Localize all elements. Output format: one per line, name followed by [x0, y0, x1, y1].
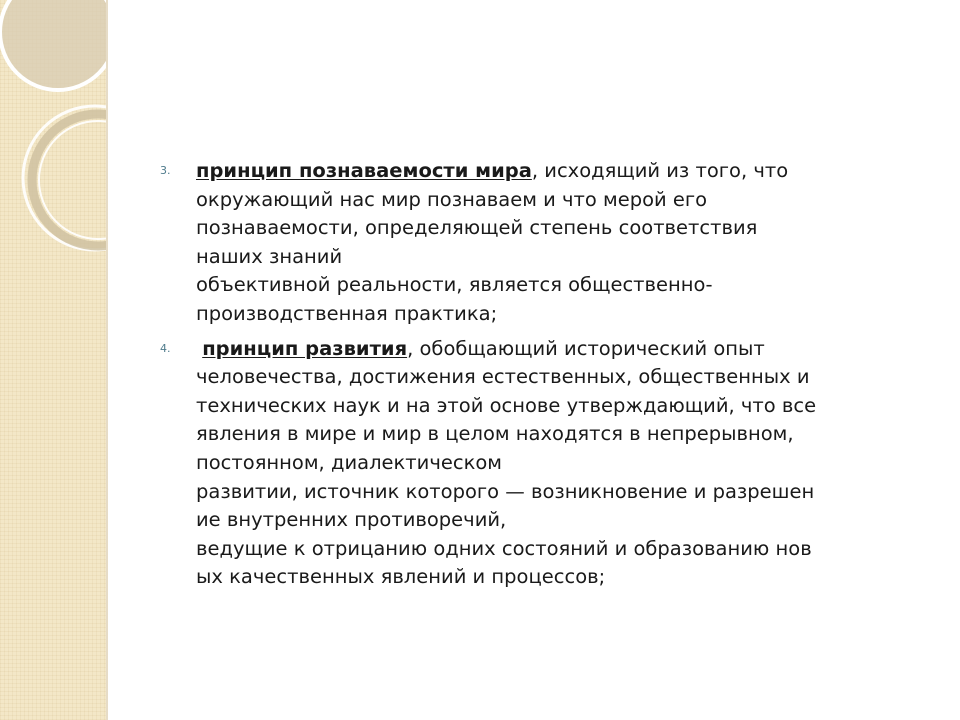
- side-band-divider: [106, 0, 108, 720]
- list-item-text: [196, 157, 948, 329]
- list-item-text: [196, 335, 948, 592]
- list-item: [160, 335, 950, 592]
- slide-content: [160, 157, 950, 598]
- list-item-number: 4.: [160, 341, 171, 355]
- principle-description: , обобщающий исторический опыт человечества, достижения естественных, общественных и технических наук и на этой основе утверждающий, что все явления в мире и мир в целом находятся в непрерывном, постоянном, диалектическом развитии, источник которого — возникновение и разрешен ие внутренних противоречий, ведущие к отрицанию одних состояний и образованию нов ых качественных явлений и процессов;: [196, 336, 817, 589]
- decorative-side-band: [0, 0, 106, 720]
- decorative-circles-icon: [0, 0, 106, 720]
- list-item-number: 3.: [160, 164, 171, 177]
- list-item: [160, 157, 950, 329]
- principle-term: принцип познаваемости мира: [196, 159, 532, 182]
- principle-description: , исходящий из того, что окружающий нас мир познаваем и что мерой его познаваемости, определяющей степень соответствия наших знаний объективной реальности, является общественно- производственная практика;: [196, 159, 789, 325]
- principle-term: принцип развития: [202, 336, 408, 360]
